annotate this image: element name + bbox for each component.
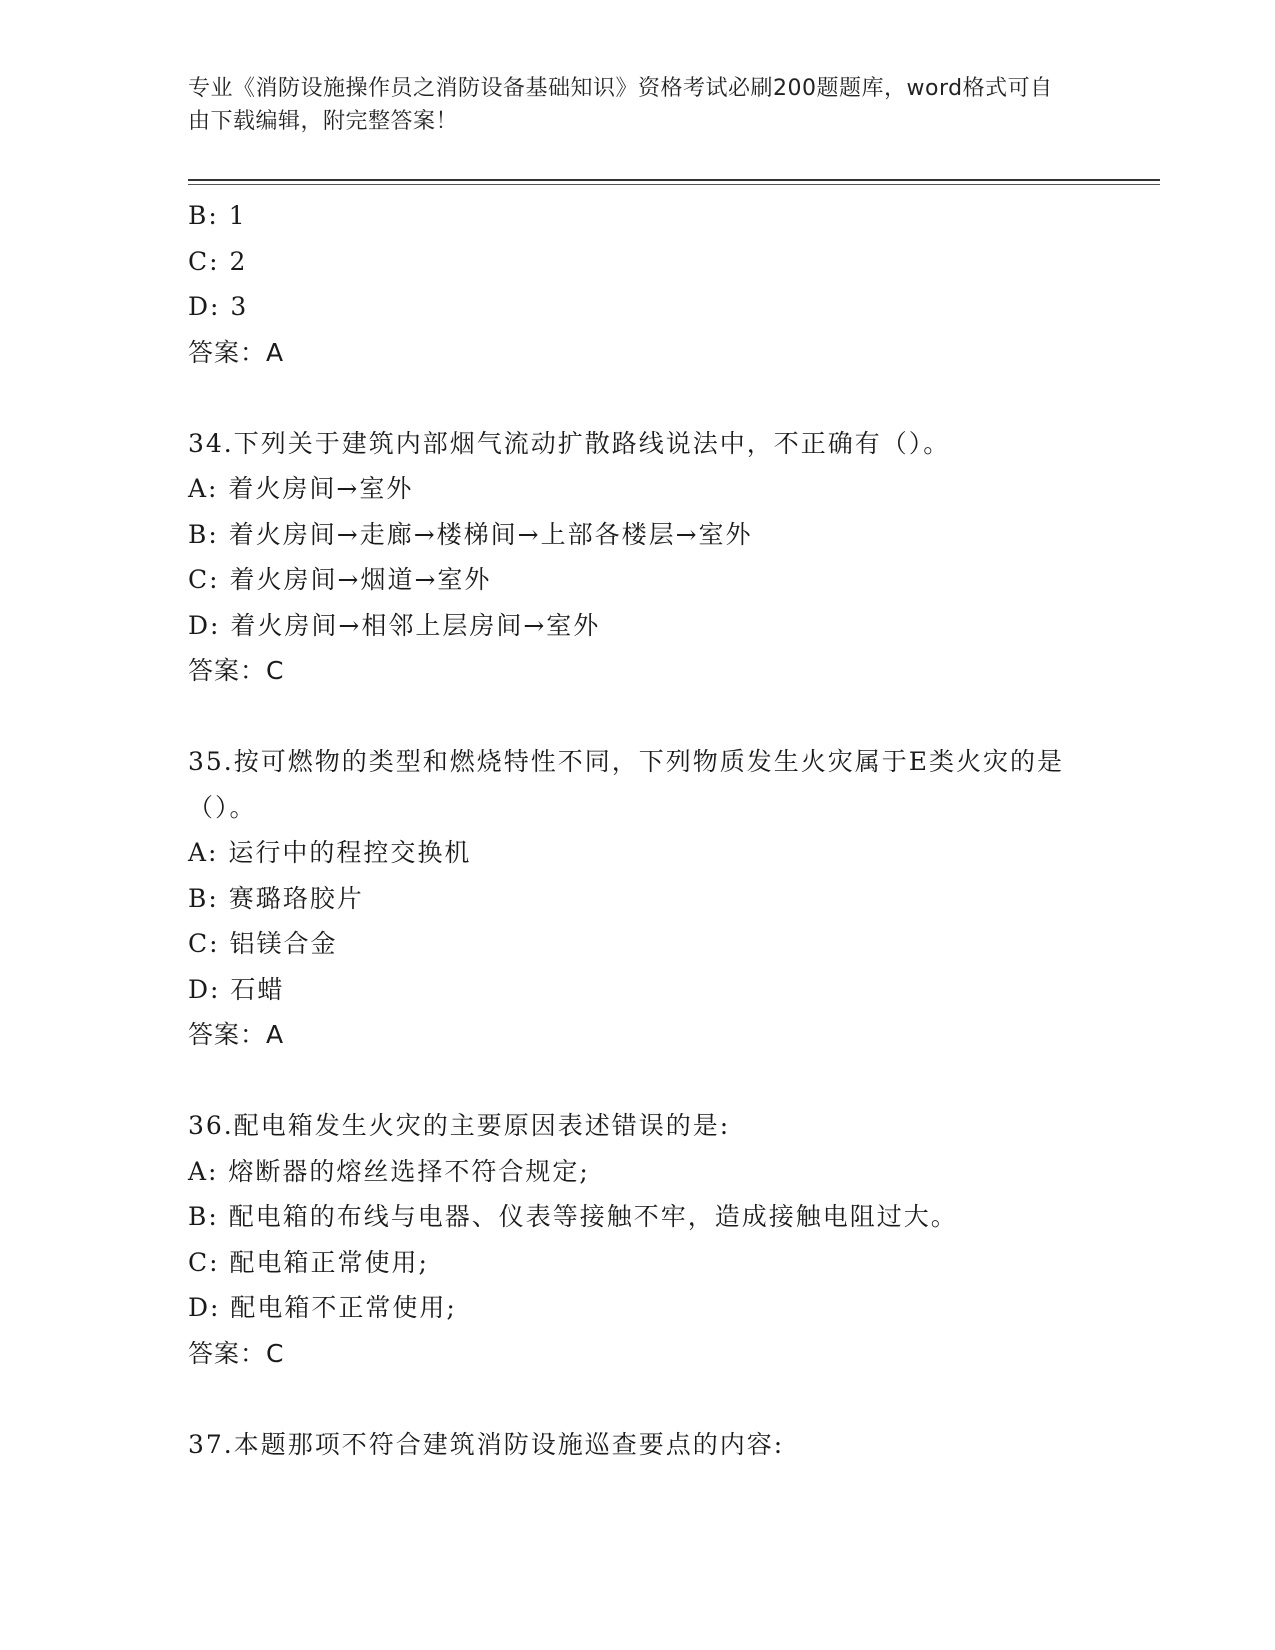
question-stem: 35.按可燃物的类型和燃烧特性不同，下列物质发生火灾属于E类火灾的是（）。: [188, 747, 1065, 822]
option-d: D: 石蜡: [188, 974, 285, 1004]
spacer: [188, 694, 1088, 740]
answer: 答案：C: [188, 656, 285, 685]
option-c: C: 着火房间→烟道→室外: [188, 565, 492, 594]
answer: 答案：A: [188, 337, 285, 367]
option-c: C: 2: [188, 246, 248, 276]
option-a: A: 运行中的程控交换机: [188, 838, 472, 867]
spacer: [188, 1058, 1088, 1104]
option-d: D: 着火房间→相邻上层房间→室外: [188, 610, 601, 640]
document-header: 专业《消防设施操作员之消防设备基础知识》资格考试必刷200题题库，word格式可自由下载编辑，附完整答案！: [188, 76, 1053, 134]
option-d: D: 3: [188, 292, 249, 321]
question-stem: 34.下列关于建筑内部烟气流动扩散路线说法中，不正确有（）。: [188, 428, 951, 458]
question-stem: 37.本题那项不符合建筑消防设施巡查要点的内容:: [188, 1429, 785, 1459]
option-a: A: 熔断器的熔丝选择不符合规定;: [188, 1156, 590, 1186]
header-divider: [188, 179, 1160, 181]
answer: 答案：C: [188, 1338, 285, 1368]
question-stem: 36.配电箱发生火灾的主要原因表述错误的是:: [188, 1111, 731, 1140]
question-list: [188, 193, 1088, 1467]
spacer: [188, 375, 1088, 421]
option-b: B: 着火房间→走廊→楼梯间→上部各楼层→室外: [188, 519, 753, 549]
option-c: C: 配电箱正常使用;: [188, 1247, 429, 1277]
spacer: [188, 1376, 1088, 1422]
option-b: B: 1: [188, 201, 247, 230]
option-a: A: 着火房间→室外: [188, 474, 414, 503]
header-divider-thin: [188, 184, 1160, 185]
answer: 答案：A: [188, 1020, 285, 1049]
option-d: D: 配电箱不正常使用;: [188, 1293, 457, 1322]
option-b: B: 配电箱的布线与电器、仪表等接触不牢，造成接触电阻过大。: [188, 1202, 958, 1231]
option-c: C: 铝镁合金: [188, 929, 338, 958]
option-b: B: 赛璐珞胶片: [188, 883, 364, 913]
